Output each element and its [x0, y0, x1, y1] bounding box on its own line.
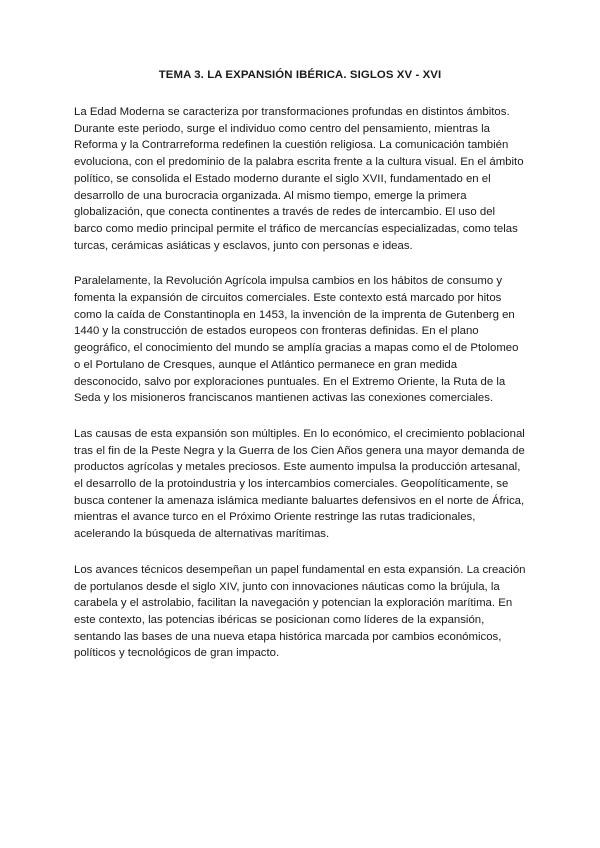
document-body — [74, 104, 526, 681]
paragraph-4: Los avances técnicos desempeñan un papel fundamental en esta expansión. La creación de portulanos desde el siglo XIV, junto con innovaciones náuticas como la brújula, la carabela y el astrolabio, facilitan la navegación y potencian la exploración marítima. En este contexto, las potencias ibéricas se posicionan como líderes de la expansión, sentando las bases de una nueva etapa histórica marcada por cambios económicos, políticos y tecnológicos de gran impacto. — [74, 563, 526, 660]
document-title: TEMA 3. LA EXPANSIÓN IBÉRICA. SIGLOS XV - XVI — [158, 69, 442, 81]
paragraph-2: Paralelamente, la Revolución Agrícola impulsa cambios en los hábitos de consumo y fomenta la expansión de circuitos comerciales. Este contexto está marcado por hitos como la caída de Constantinopla en 1453, la invención de la imprenta de Gutenberg en 1440 y la construcción de estados europeos con fronteras definidas. En el plano geográfico, el conocimiento del mundo se amplía gracias a mapas como el de Ptolomeo o el Portulano de Cresques, aunque el Atlántico permanece en gran medida desconocido, salvo por exploraciones puntuales. En el Extremo Oriente, la Ruta de la Seda y los misioneros franciscanos mantienen activas las conexiones comerciales. — [74, 275, 519, 405]
paragraph-1: La Edad Moderna se caracteriza por transformaciones profundas en distintos ámbitos. Durante este periodo, surge el individuo como centro del pensamiento, mientras la Reforma y la Contrarreforma redefinen la cuestión religiosa. La comunicación también evoluciona, con el predominio de la palabra escrita frente a la cultura visual. En el ámbito político, se consolida el Estado moderno durante el siglo XVII, fundamentado en el desarrollo de una burocracia organizada. Al mismo tiempo, emerge la primera globalización, que conecta continentes a través de redes de intercambio. El uso del barco como medio principal permite el tráfico de mercancías especializadas, como telas turcas, cerámicas asiáticas y esclavos, junto con personas e ideas. — [74, 106, 524, 252]
paragraph-3: Las causas de esta expansión son múltiples. En lo económico, el crecimiento poblacional tras el fin de la Peste Negra y la Guerra de los Cien Años genera una mayor demanda de productos agrícolas y metales preciosos. Este aumento impulsa la producción artesanal, el desarrollo de la protoindustria y los intercambios comerciales. Geopolíticamente, se busca contener la amenaza islámica mediante baluartes defensivos en el norte de África, mientras el avance turco en el Próximo Oriente restringe las rutas tradicionales, acelerando la búsqueda de alternativas marítimas. — [74, 427, 525, 541]
